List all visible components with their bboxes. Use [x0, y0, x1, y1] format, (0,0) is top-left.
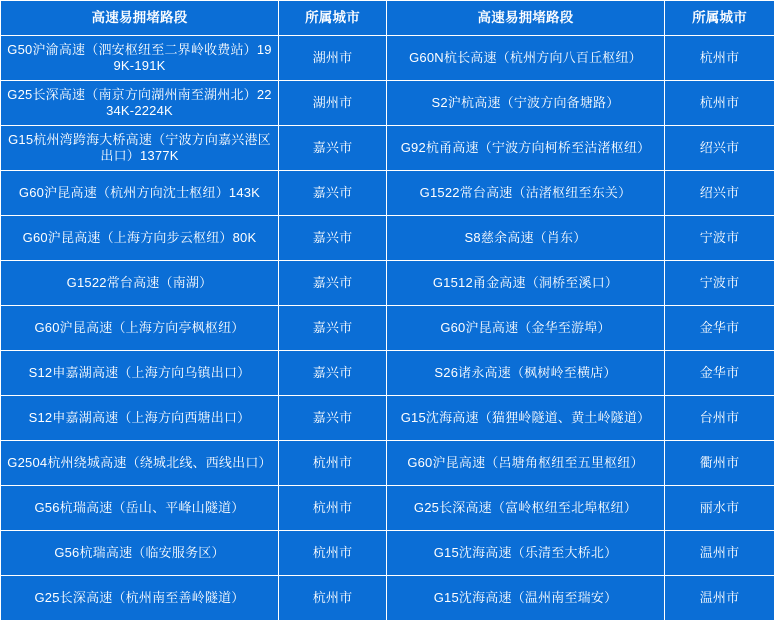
- city-name-left: 嘉兴市: [279, 216, 387, 261]
- table-row: [1, 486, 774, 531]
- road-name-right: G15沈海高速（温州南至瑞安）: [387, 576, 665, 621]
- road-name-left: G15杭州湾跨海大桥高速（宁波方向嘉兴港区出口）1377K: [1, 126, 279, 171]
- city-name-left: 嘉兴市: [279, 351, 387, 396]
- city-name-right: 杭州市: [665, 81, 774, 126]
- city-name-left: 杭州市: [279, 576, 387, 621]
- city-name-right: 杭州市: [665, 36, 774, 81]
- road-name-left: G60沪昆高速（上海方向步云枢纽）80K: [1, 216, 279, 261]
- city-name-right: 宁波市: [665, 216, 774, 261]
- road-name-left: G1522常台高速（南湖）: [1, 261, 279, 306]
- city-name-left: 嘉兴市: [279, 126, 387, 171]
- city-name-left: 杭州市: [279, 441, 387, 486]
- road-name-left: G25长深高速（杭州南至善岭隧道）: [1, 576, 279, 621]
- road-name-right: G1512甬金高速（洞桥至溪口）: [387, 261, 665, 306]
- city-name-right: 台州市: [665, 396, 774, 441]
- road-name-right: G60N杭长高速（杭州方向八百丘枢纽）: [387, 36, 665, 81]
- table-row: [1, 261, 774, 306]
- column-header-right-road: 高速易拥堵路段: [387, 1, 665, 36]
- table-row: [1, 576, 774, 621]
- column-header-left-city: 所属城市: [279, 1, 387, 36]
- road-name-right: G15沈海高速（乐清至大桥北）: [387, 531, 665, 576]
- table-row: [1, 531, 774, 576]
- table-row: [1, 36, 774, 81]
- city-name-left: 杭州市: [279, 486, 387, 531]
- road-name-right: G92杭甬高速（宁波方向柯桥至沽渚枢纽）: [387, 126, 665, 171]
- road-name-right: G60沪昆高速（金华至游埠）: [387, 306, 665, 351]
- road-name-right: G60沪昆高速（呂塘角枢纽至五里枢纽）: [387, 441, 665, 486]
- road-name-right: G25长深高速（富岭枢纽至北埠枢纽）: [387, 486, 665, 531]
- city-name-left: 嘉兴市: [279, 261, 387, 306]
- road-name-left: S12申嘉湖高速（上海方向乌镇出口）: [1, 351, 279, 396]
- city-name-right: 宁波市: [665, 261, 774, 306]
- road-name-left: G56杭瑞高速（临安服务区）: [1, 531, 279, 576]
- road-name-left: G2504杭州绕城高速（绕城北线、西线出口）: [1, 441, 279, 486]
- table-row: [1, 351, 774, 396]
- road-name-right: S26诸永高速（枫树岭至横店）: [387, 351, 665, 396]
- road-name-left: G25长深高速（南京方向湖州南至湖州北）2234K-2224K: [1, 81, 279, 126]
- table-row: [1, 216, 774, 261]
- table-row: [1, 396, 774, 441]
- city-name-right: 绍兴市: [665, 126, 774, 171]
- table-row: [1, 306, 774, 351]
- table-row: [1, 81, 774, 126]
- table-row: [1, 171, 774, 216]
- city-name-left: 嘉兴市: [279, 396, 387, 441]
- road-name-left: S12申嘉湖高速（上海方向西塘出口）: [1, 396, 279, 441]
- table-row: [1, 126, 774, 171]
- city-name-left: 嘉兴市: [279, 306, 387, 351]
- city-name-left: 嘉兴市: [279, 171, 387, 216]
- city-name-right: 绍兴市: [665, 171, 774, 216]
- road-name-right: S2沪杭高速（宁波方向备塘路）: [387, 81, 665, 126]
- city-name-right: 温州市: [665, 576, 774, 621]
- table-header-row: [1, 1, 774, 36]
- road-name-left: G50沪渝高速（泗安枢纽至二界岭收费站）199K-191K: [1, 36, 279, 81]
- city-name-right: 金华市: [665, 306, 774, 351]
- table-row: [1, 441, 774, 486]
- city-name-right: 衢州市: [665, 441, 774, 486]
- column-header-left-road: 高速易拥堵路段: [1, 1, 279, 36]
- road-name-right: G1522常台高速（沽渚枢纽至东关）: [387, 171, 665, 216]
- road-name-right: G15沈海高速（猫狸岭隧道、黄土岭隧道）: [387, 396, 665, 441]
- city-name-right: 金华市: [665, 351, 774, 396]
- road-name-left: G60沪昆高速（杭州方向沈士枢纽）143K: [1, 171, 279, 216]
- city-name-right: 丽水市: [665, 486, 774, 531]
- road-name-left: G60沪昆高速（上海方向亭枫枢纽）: [1, 306, 279, 351]
- column-header-right-city: 所属城市: [665, 1, 774, 36]
- city-name-right: 温州市: [665, 531, 774, 576]
- city-name-left: 湖州市: [279, 81, 387, 126]
- city-name-left: 杭州市: [279, 531, 387, 576]
- road-name-left: G56杭瑞高速（岳山、平峰山隧道）: [1, 486, 279, 531]
- road-name-right: S8慈余高速（肖东）: [387, 216, 665, 261]
- city-name-left: 湖州市: [279, 36, 387, 81]
